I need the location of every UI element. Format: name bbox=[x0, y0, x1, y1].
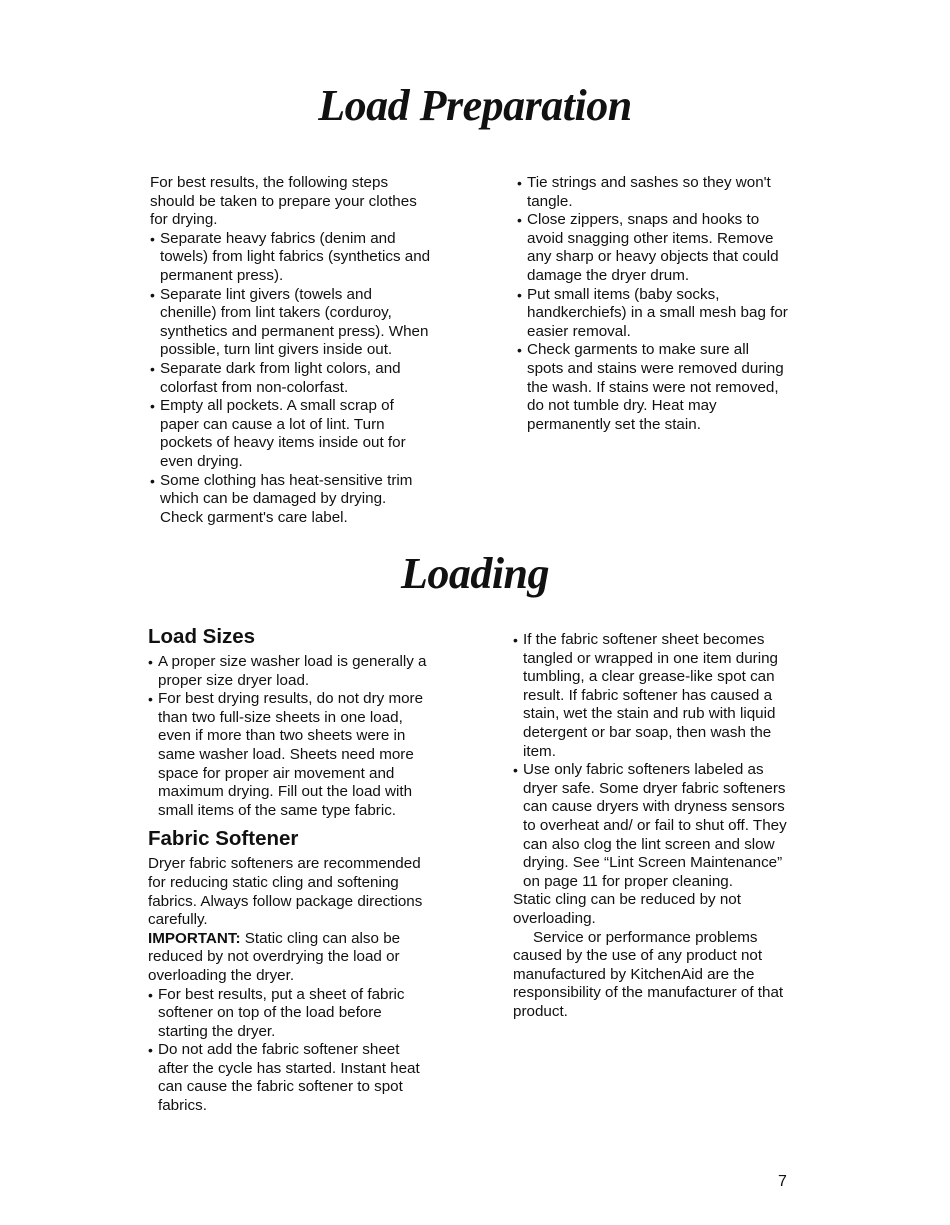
list-item: • For best results, put a sheet of fabric softener on top of the load before starting the dryer. bbox=[148, 986, 430, 1042]
important-note bbox=[148, 930, 430, 986]
important-text: Static cling can also be reduced by not overdrying the load or overloading the dryer. bbox=[148, 929, 401, 984]
list-item: • Use only fabric softeners labeled as dryer safe. Some dryer fabric softeners can cause dryers with dryness sensors to overheat and/ or fail to shut off. They can also clog the lint screen and slow drying. See “Lint Screen Maintenance” on page 11 for proper cleaning. bbox=[513, 761, 789, 891]
list-item: • Empty all pockets. A small scrap of paper can cause a lot of lint. Turn pockets of heavy items inside out for even drying. bbox=[150, 397, 432, 471]
fabric-softener-heading: Fabric Softener bbox=[148, 827, 299, 851]
load-preparation-title: Load Preparation bbox=[318, 81, 632, 130]
list-item: • A proper size washer load is generally a proper size dryer load. bbox=[148, 653, 430, 690]
list-item: • If the fabric softener sheet becomes tangled or wrapped in one item during tumbling, a clear grease-like spot can result. If fabric softener has caused a stain, wet the stain and rub with liquid detergent or bar soap, then wash the item. bbox=[513, 631, 789, 761]
list-item: • Do not add the fabric softener sheet after the cycle has started. Instant heat can cause the fabric softener to spot fabrics. bbox=[148, 1041, 430, 1115]
list-item: • Close zippers, snaps and hooks to avoid snagging other items. Remove any sharp or heavy objects that could damage the dryer drum. bbox=[517, 211, 789, 285]
list-item: • Separate dark from light colors, and colorfast from non-colorfast. bbox=[150, 360, 432, 397]
list-item: • Some clothing has heat-sensitive trim which can be damaged by drying. Check garment's care label. bbox=[150, 472, 432, 528]
loading-right-column bbox=[513, 631, 789, 1021]
load-preparation-intro: For best results, the following steps should be taken to prepare your clothes for drying. bbox=[150, 174, 417, 229]
load-sizes-list bbox=[148, 653, 430, 820]
page-number: 7 bbox=[778, 1173, 787, 1190]
static-cling-note: Static cling can be reduced by not overloading. bbox=[513, 891, 741, 927]
load-preparation-right-column bbox=[517, 174, 789, 434]
list-item: • For best drying results, do not dry more than two full-size sheets in one load, even if more than two sheets were in same washer load. Sheets need more space for proper air movement and maximum drying. Fill out the load with small items of the same type fabric. bbox=[148, 690, 430, 820]
list-item: • Check garments to make sure all spots and stains were removed during the wash. If stains were not removed, do not tumble dry. Heat may permanently set the stain. bbox=[517, 341, 789, 434]
list-item: • Tie strings and sashes so they won't tangle. bbox=[517, 174, 789, 211]
loading-title: Loading bbox=[400, 549, 550, 598]
load-sizes-heading: Load Sizes bbox=[148, 625, 256, 648]
load-preparation-left-column bbox=[150, 174, 432, 527]
loading-right-list bbox=[513, 631, 789, 891]
important-label: IMPORTANT: bbox=[148, 929, 241, 947]
list-item: • Separate heavy fabrics (denim and towels) from light fabrics (synthetics and permanent press). bbox=[150, 230, 432, 286]
load-preparation-right-list bbox=[517, 174, 789, 434]
load-preparation-left-list bbox=[150, 230, 432, 528]
list-item: • Separate lint givers (towels and chenille) from lint takers (corduroy, synthetics and permanent press). When possible, turn lint givers inside out. bbox=[150, 286, 432, 360]
fabric-softener-intro: Dryer fabric softeners are recommended for reducing static cling and softening fabrics. Always follow package directions carefully. bbox=[148, 855, 423, 929]
list-item: • Put small items (baby socks, handkerchiefs) in a small mesh bag for easier removal. bbox=[517, 286, 789, 342]
fabric-softener-list bbox=[148, 986, 430, 1116]
loading-left-column bbox=[148, 624, 430, 1116]
service-note: Service or performance problems caused by the use of any product not manufactured by KitchenAid are the responsibility of the manufacturer of that product. bbox=[513, 928, 784, 1020]
